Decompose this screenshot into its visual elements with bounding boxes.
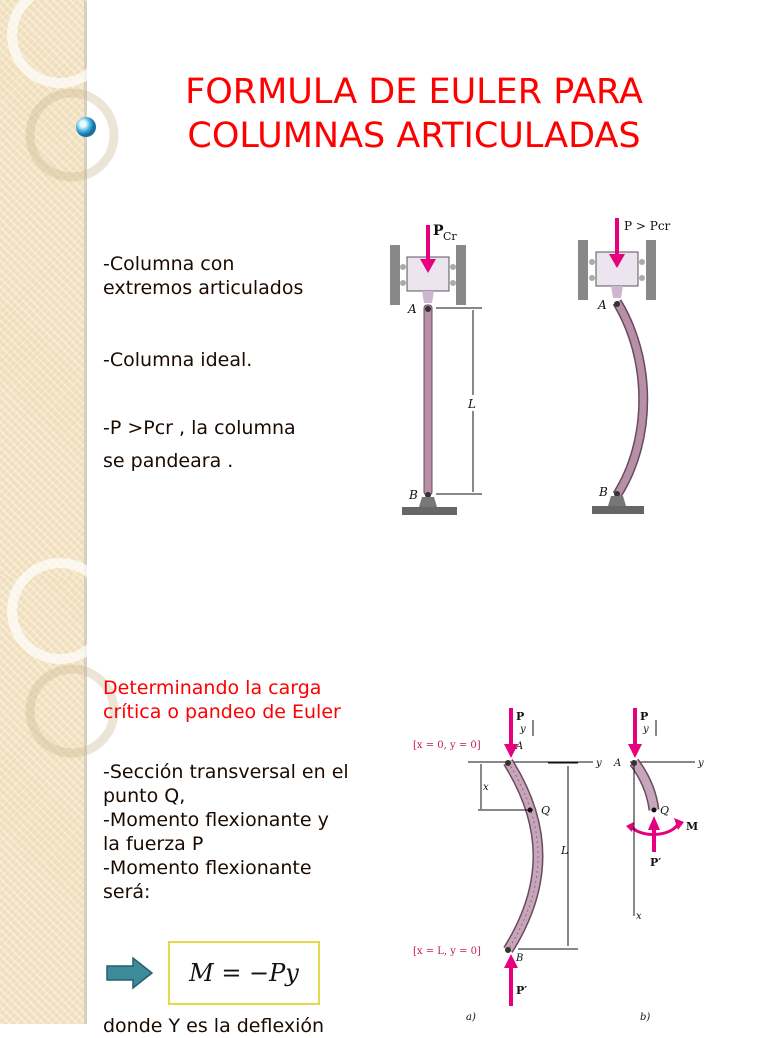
length-label: L xyxy=(468,397,476,411)
figure-caption: a) xyxy=(466,1012,476,1023)
bullet-orb-icon xyxy=(76,117,96,137)
straight-column xyxy=(424,305,432,495)
explanation-line: será: xyxy=(103,881,151,903)
axis-y-label: y xyxy=(698,758,704,769)
load-subscript: Cr xyxy=(443,230,457,243)
moment-label: M xyxy=(686,820,699,833)
axis-y-label: y xyxy=(520,724,526,735)
axis-y-label: y xyxy=(643,724,649,735)
column-figure-buckled xyxy=(572,210,682,530)
explanation-line: -Momento flexionante xyxy=(103,857,312,879)
reaction-label: P′ xyxy=(650,856,662,869)
column-figure-critical xyxy=(380,215,490,530)
point-q-label: Q xyxy=(660,804,670,817)
bullet-ideal: -Columna ideal. xyxy=(103,349,253,371)
axis-x-label: x xyxy=(483,782,489,793)
bullet-text: -P >Pcr , la columna xyxy=(103,417,296,439)
bullet-buckle xyxy=(103,416,328,473)
load-label: P xyxy=(516,710,525,723)
axis-y-label: y xyxy=(596,758,602,769)
figure-b-free-body xyxy=(610,706,730,1024)
load-label: P > Pcr xyxy=(624,219,671,233)
reaction-label: P′ xyxy=(516,984,528,997)
bottom-boundary-label: [x = L, y = 0] xyxy=(413,946,481,957)
explanation-list xyxy=(103,760,398,904)
left-wall xyxy=(390,245,400,305)
point-a-label: A xyxy=(614,758,622,769)
footer-line: donde Y es la deflexión xyxy=(103,1015,325,1037)
explanation-line: -Momento flexionante y xyxy=(103,809,329,831)
decorative-circles-icon xyxy=(0,576,84,1024)
explanation-line: la fuerza P xyxy=(103,833,204,855)
heading-line: crítica o pandeo de Euler xyxy=(103,701,341,723)
decorative-strip xyxy=(0,576,87,1024)
title-line-1: FORMULA DE EULER PARA xyxy=(185,72,643,112)
point-a-label: A xyxy=(516,741,524,752)
length-label: L xyxy=(561,844,569,857)
load-label: P xyxy=(640,710,649,723)
figure-caption: b) xyxy=(640,1012,651,1023)
explanation-line: -Sección transversal en el xyxy=(103,761,349,783)
explanation-line: punto Q, xyxy=(103,785,186,807)
point-b-label: B xyxy=(409,488,418,502)
point-a-label: A xyxy=(598,298,607,312)
point-b-label: B xyxy=(516,953,524,964)
bullet-text: -Columna con xyxy=(103,253,235,275)
bullet-text: se pandeara . xyxy=(103,450,234,472)
slide-2 xyxy=(0,576,768,1037)
right-wall xyxy=(456,245,466,305)
point-b-label: B xyxy=(599,485,608,499)
point-a-label: A xyxy=(408,302,417,316)
decorative-strip xyxy=(0,0,87,576)
slide-title xyxy=(110,70,718,158)
figure-a-column-deflection xyxy=(408,706,608,1024)
axis-x-label: x xyxy=(636,911,642,922)
decorative-circles-icon xyxy=(0,0,84,576)
title-line-2: COLUMNAS ARTICULADAS xyxy=(187,116,641,156)
section-heading xyxy=(103,676,398,724)
load-label: P xyxy=(433,223,444,239)
moment-formula: M = −Py xyxy=(168,941,320,1005)
bullet-column-ends xyxy=(103,252,328,300)
arrow-right-icon xyxy=(105,956,155,990)
bullet-text: extremos articulados xyxy=(103,277,304,299)
heading-line: Determinando la carga xyxy=(103,677,322,699)
point-q-label: Q xyxy=(541,804,551,817)
top-boundary-label: [x = 0, y = 0] xyxy=(413,740,481,751)
